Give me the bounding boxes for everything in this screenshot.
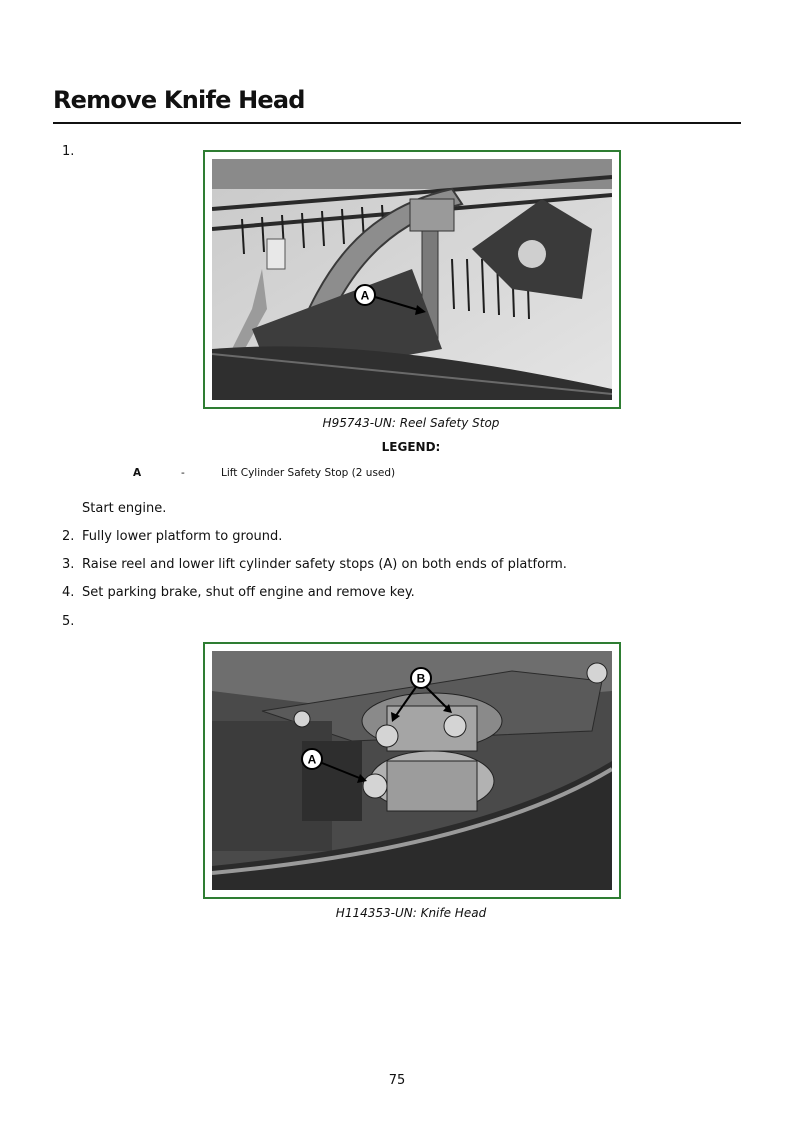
title-rule (53, 122, 741, 124)
start-engine-text: Start engine. (82, 501, 167, 516)
knife-head-photo (212, 651, 612, 890)
legend-key: A (133, 467, 142, 479)
step-4-number: 4. (62, 585, 75, 600)
figure-2-frame (203, 642, 621, 899)
reel-safety-stop-photo (212, 159, 612, 400)
step-3-number: 3. (62, 557, 75, 572)
step-2-number: 2. (62, 529, 75, 544)
callout-b-label: B (416, 671, 426, 686)
page-title: Remove Knife Head (53, 86, 305, 114)
figure-2-caption: H114353-UN: Knife Head (335, 906, 487, 920)
page-number: 75 (388, 1073, 406, 1088)
step-5-number: 5. (62, 614, 75, 629)
step-2-text: Fully lower platform to ground. (82, 529, 283, 544)
legend-dash: - (181, 467, 185, 479)
legend-text: Lift Cylinder Safety Stop (2 used) (221, 467, 396, 479)
step-3-text: Raise reel and lower lift cylinder safety stops (A) on both ends of platform. (82, 557, 567, 572)
step-1-number: 1. (62, 144, 75, 159)
step-4 (62, 585, 415, 600)
figure-1-frame (203, 150, 621, 409)
callout-a-label: A (360, 288, 370, 303)
legend-title: LEGEND: (381, 440, 441, 454)
figure-1-caption: H95743-UN: Reel Safety Stop (322, 416, 500, 430)
callout-a2-label: A (307, 752, 317, 767)
step-3 (62, 557, 567, 572)
step-4-text: Set parking brake, shut off engine and remove key. (82, 585, 415, 600)
step-2 (62, 529, 282, 544)
